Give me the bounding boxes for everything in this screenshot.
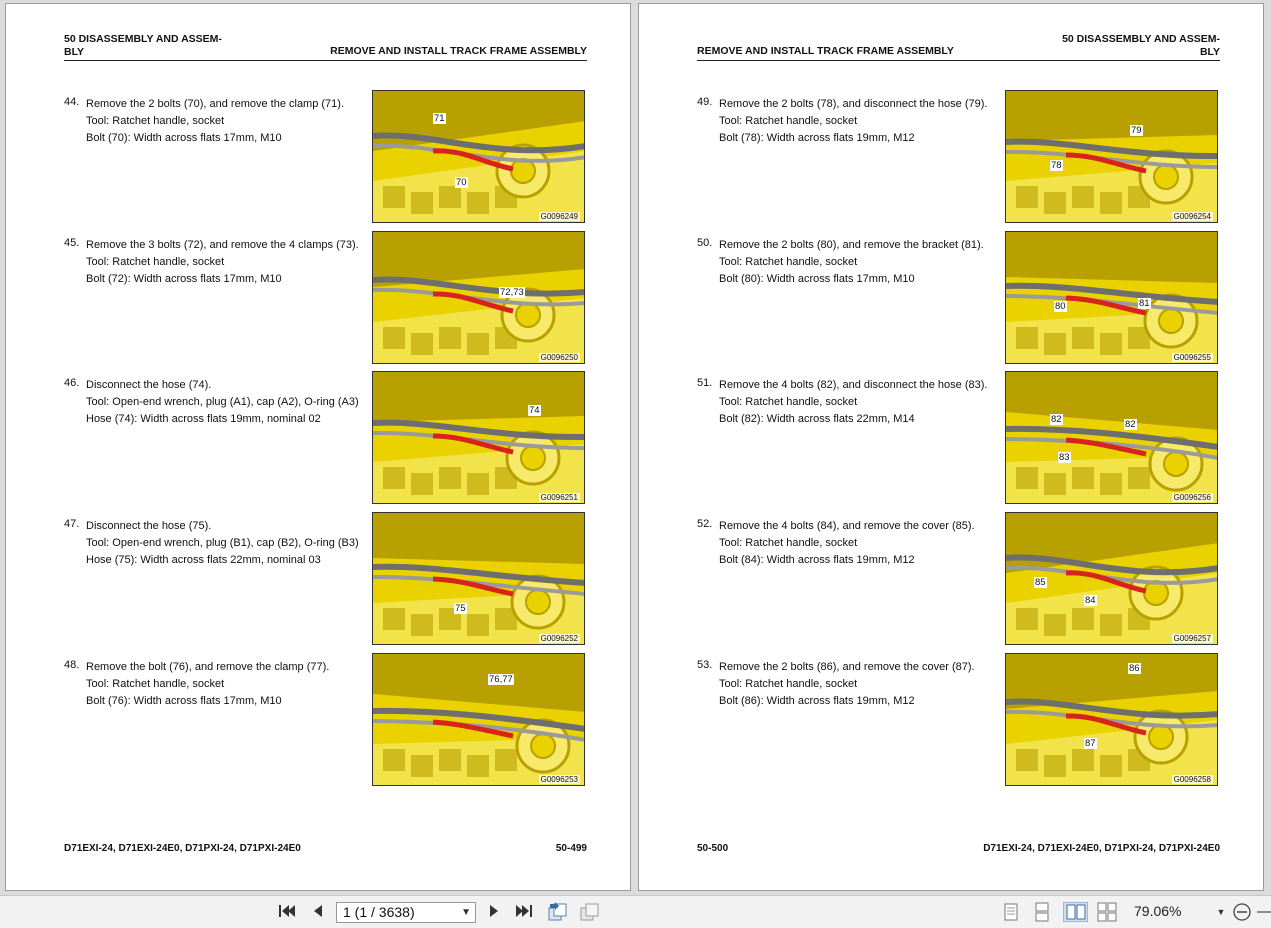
figure-id: G0096253 [540, 775, 578, 784]
step-spec: Bolt (70): Width across flats 17mm, M10 [86, 132, 282, 144]
export-page-icon[interactable] [546, 902, 568, 922]
figure-id: G0096249 [540, 212, 578, 221]
step-tool: Tool: Ratchet handle, socket [719, 115, 858, 127]
step-number: 53. [697, 659, 713, 671]
step-instructions [719, 237, 1004, 288]
step-tool: Tool: Ratchet handle, socket [86, 115, 225, 127]
step-illustration [372, 371, 585, 504]
step-action: Remove the 4 bolts (82), and disconnect the hose (83). [719, 379, 988, 391]
callout-label: 75 [455, 603, 466, 614]
step-tool: Tool: Ratchet handle, socket [719, 537, 858, 549]
step-instructions [719, 518, 1004, 569]
step-number: 47. [64, 518, 80, 530]
step-illustration [1005, 231, 1218, 364]
copy-page-icon[interactable] [578, 902, 600, 922]
figure-id: G0096258 [1173, 775, 1211, 784]
procedure-step [64, 659, 587, 795]
page-selector[interactable] [336, 902, 476, 923]
step-spec: Bolt (86): Width across flats 19mm, M12 [719, 695, 915, 707]
procedure-title: REMOVE AND INSTALL TRACK FRAME ASSEMBLY [330, 45, 587, 57]
figure-id: G0096250 [540, 353, 578, 362]
last-page-icon[interactable] [513, 902, 535, 922]
step-tool: Tool: Ratchet handle, socket [719, 256, 858, 268]
step-number: 46. [64, 377, 80, 389]
step-number: 50. [697, 237, 713, 249]
figure-id: G0096256 [1173, 493, 1211, 502]
procedure-step [697, 377, 1220, 513]
callout-label: 79 [1131, 125, 1142, 136]
procedure-title: REMOVE AND INSTALL TRACK FRAME ASSEMBLY [697, 45, 954, 57]
callout-label: 78 [1051, 160, 1062, 171]
first-page-icon[interactable] [276, 902, 298, 922]
callout-label: 80 [1055, 301, 1066, 312]
step-action: Disconnect the hose (74). [86, 379, 212, 391]
step-spec: Bolt (80): Width across flats 17mm, M10 [719, 273, 915, 285]
step-tool: Tool: Ratchet handle, socket [86, 256, 225, 268]
figure-id: G0096254 [1173, 212, 1211, 221]
two-page-continuous-icon[interactable] [1096, 902, 1118, 922]
section-title [1060, 33, 1220, 59]
callout-label: 81 [1139, 298, 1150, 309]
step-instructions [86, 96, 371, 147]
step-illustration [1005, 371, 1218, 504]
zoom-slider-track[interactable] [1256, 902, 1271, 922]
step-action: Remove the 3 bolts (72), and remove the 4 clamps (73). [86, 239, 359, 251]
step-spec: Hose (74): Width across flats 19mm, nominal 02 [86, 413, 321, 425]
step-action: Remove the 2 bolts (78), and disconnect the hose (79). [719, 98, 988, 110]
section-title-line2: BLY [1199, 46, 1220, 58]
step-number: 48. [64, 659, 80, 671]
procedure-step [697, 659, 1220, 795]
step-instructions [719, 377, 1004, 428]
step-illustration [372, 231, 585, 364]
callout-label: 83 [1059, 452, 1070, 463]
single-page-view-icon[interactable] [1000, 902, 1022, 922]
two-page-view-icon[interactable] [1063, 902, 1088, 922]
step-tool: Tool: Ratchet handle, socket [719, 678, 858, 690]
step-spec: Bolt (84): Width across flats 19mm, M12 [719, 554, 915, 566]
step-illustration [372, 512, 585, 645]
section-title-line1: 50 DISASSEMBLY AND ASSEM- [1062, 33, 1220, 45]
document-page-left [5, 3, 631, 891]
page-header [697, 30, 1220, 61]
footer-models: D71EXI-24, D71EXI-24E0, D71PXI-24, D71PXI-24E0 [983, 843, 1220, 854]
figure-id: G0096251 [540, 493, 578, 502]
document-page-right [638, 3, 1264, 891]
step-tool: Tool: Open-end wrench, plug (B1), cap (B2), O-ring (B3) [86, 537, 359, 549]
step-tool: Tool: Open-end wrench, plug (A1), cap (A2), O-ring (A3) [86, 396, 359, 408]
callout-label: 82 [1125, 419, 1136, 430]
page-number: 50-499 [555, 843, 587, 854]
footer-models: D71EXI-24, D71EXI-24E0, D71PXI-24, D71PXI-24E0 [64, 843, 301, 854]
step-spec: Bolt (76): Width across flats 17mm, M10 [86, 695, 282, 707]
step-action: Remove the bolt (76), and remove the clamp (77). [86, 661, 330, 673]
step-number: 49. [697, 96, 713, 108]
step-tool: Tool: Ratchet handle, socket [86, 678, 225, 690]
step-number: 51. [697, 377, 713, 389]
callout-label: 71 [434, 113, 445, 124]
callout-label: 82 [1051, 414, 1062, 425]
callout-label: 70 [456, 177, 467, 188]
procedure-step [64, 377, 587, 513]
step-number: 52. [697, 518, 713, 530]
step-instructions [86, 237, 371, 288]
step-spec: Hose (75): Width across flats 22mm, nominal 03 [86, 554, 321, 566]
step-illustration [372, 90, 585, 223]
callout-label: 74 [529, 405, 540, 416]
step-illustration [1005, 90, 1218, 223]
callout-label: 87 [1085, 738, 1096, 749]
callout-label: 86 [1129, 663, 1140, 674]
section-title [64, 33, 224, 59]
step-tool: Tool: Ratchet handle, socket [719, 396, 858, 408]
step-action: Remove the 2 bolts (70), and remove the clamp (71). [86, 98, 345, 110]
figure-id: G0096255 [1173, 353, 1211, 362]
next-page-icon[interactable] [483, 902, 505, 922]
step-number: 44. [64, 96, 80, 108]
procedure-step [697, 237, 1220, 373]
step-instructions [719, 96, 1004, 147]
chevron-down-icon: ▼ [461, 907, 471, 918]
step-instructions [86, 518, 371, 569]
step-action: Disconnect the hose (75). [86, 520, 212, 532]
page-header [64, 30, 587, 61]
page-selector-value: 1 (1 / 3638) [343, 904, 415, 920]
step-spec: Bolt (72): Width across flats 17mm, M10 [86, 273, 282, 285]
callout-label: 84 [1085, 595, 1096, 606]
step-instructions [719, 659, 1004, 710]
callout-label: 85 [1035, 577, 1046, 588]
figure-id: G0096252 [540, 634, 578, 643]
step-illustration [372, 653, 585, 786]
continuous-view-icon[interactable] [1031, 902, 1053, 922]
step-illustration [1005, 653, 1218, 786]
procedure-step [64, 518, 587, 654]
step-action: Remove the 4 bolts (84), and remove the cover (85). [719, 520, 975, 532]
procedure-step [697, 96, 1220, 232]
section-title-line2: BLY [64, 46, 85, 58]
prev-page-icon[interactable] [307, 902, 329, 922]
viewer-toolbar [0, 895, 1271, 928]
step-instructions [86, 659, 371, 710]
zoom-dropdown-icon[interactable]: ▼ [1216, 907, 1226, 917]
figure-id: G0096257 [1173, 634, 1211, 643]
step-spec: Bolt (78): Width across flats 19mm, M12 [719, 132, 915, 144]
page-number: 50-500 [697, 843, 729, 854]
procedure-step [64, 237, 587, 373]
step-illustration [1005, 512, 1218, 645]
step-spec: Bolt (82): Width across flats 22mm, M14 [719, 413, 915, 425]
procedure-step [64, 96, 587, 232]
step-action: Remove the 2 bolts (86), and remove the cover (87). [719, 661, 975, 673]
step-instructions [86, 377, 371, 428]
section-title-line1: 50 DISASSEMBLY AND ASSEM- [64, 33, 222, 45]
step-action: Remove the 2 bolts (80), and remove the bracket (81). [719, 239, 984, 251]
zoom-out-icon[interactable] [1231, 902, 1253, 922]
step-number: 45. [64, 237, 80, 249]
callout-label: 72,73 [500, 287, 524, 298]
procedure-step [697, 518, 1220, 654]
callout-label: 76,77 [489, 674, 513, 685]
zoom-level: 79.06% [1134, 903, 1182, 919]
